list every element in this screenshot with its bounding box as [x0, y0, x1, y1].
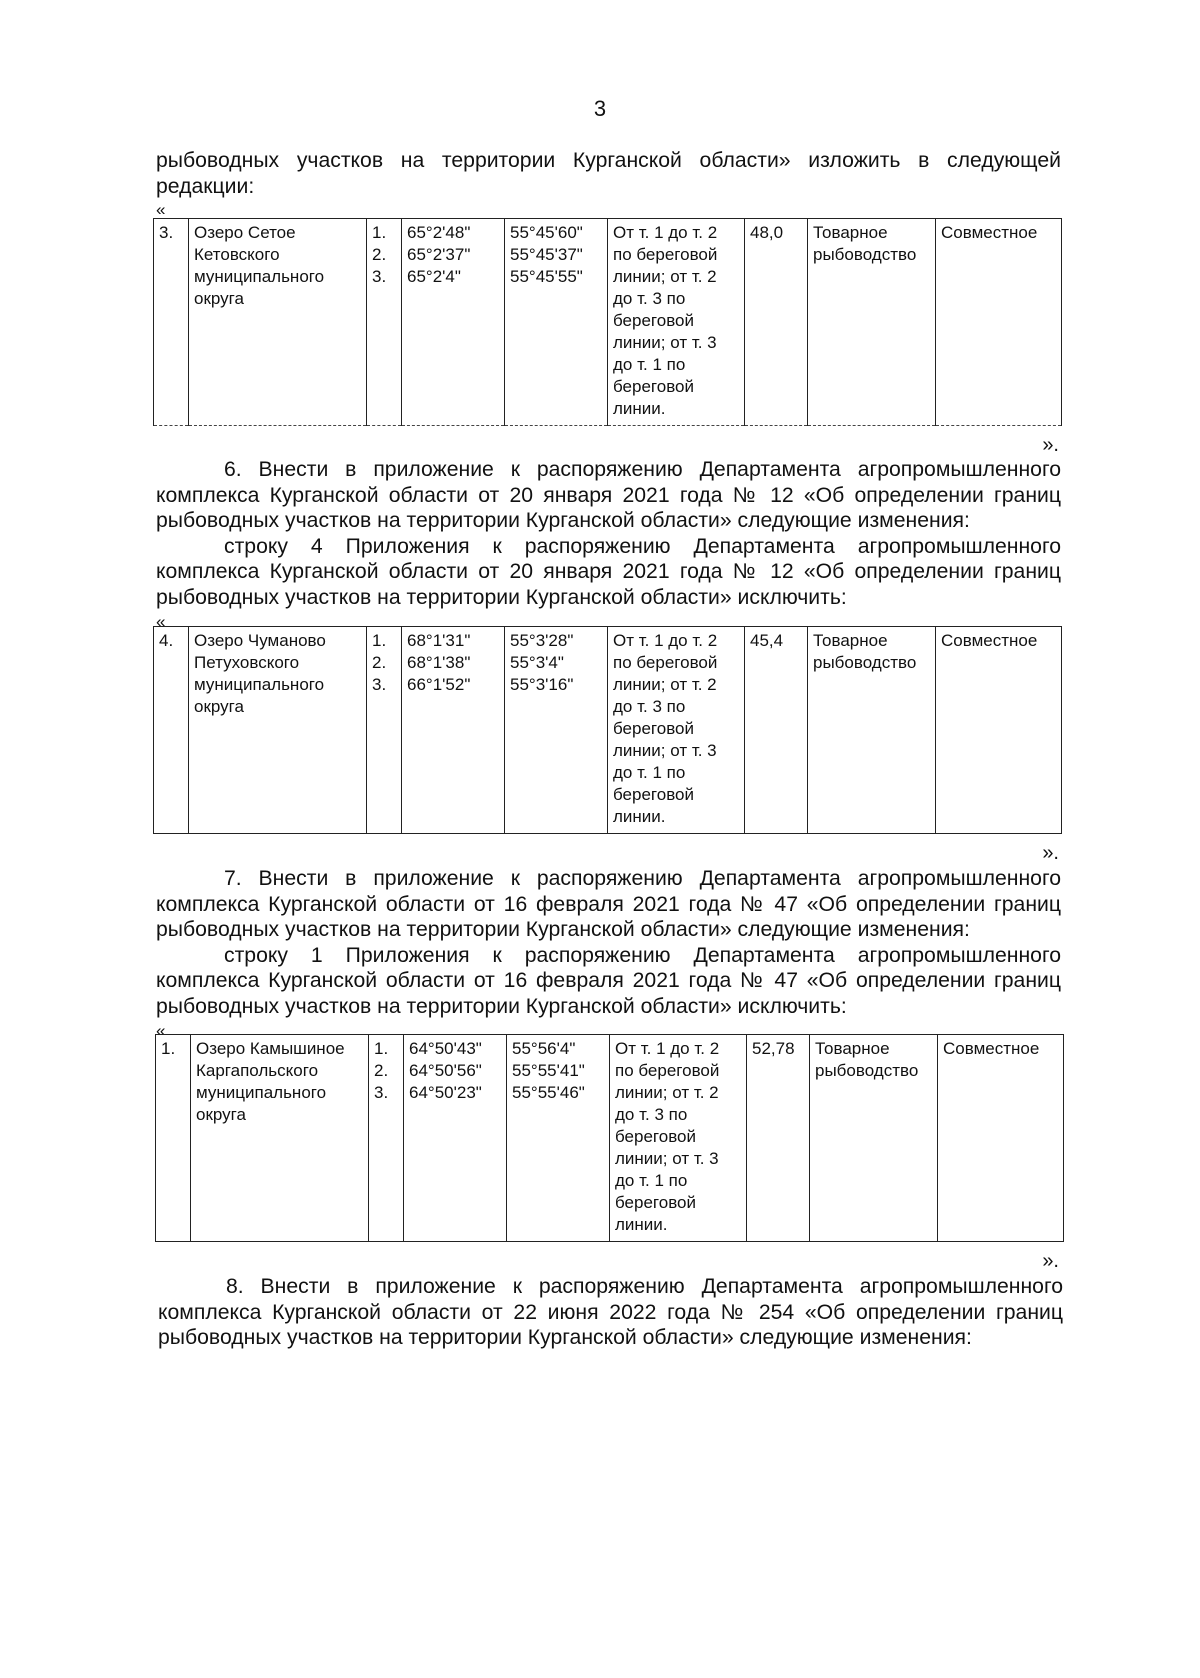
point-numbers — [367, 219, 402, 426]
boundary-description: От т. 1 до т. 2 по береговой линии; от т. 2 до т. 3 по береговой линии; от т. 3 до т. 1 по береговой линии. — [608, 219, 745, 426]
section-6-line: рыбоводных участков на территории Курганской области» следующие изменения: — [156, 509, 970, 533]
boundary-description: От т. 1 до т. 2 по береговой линии; от т. 2 до т. 3 по береговой линии; от т. 3 до т. 1 по береговой линии. — [608, 627, 745, 834]
point-number: 3. — [372, 267, 387, 286]
point-numbers — [369, 1035, 404, 1242]
section-8-line: рыбоводных участков на территории Курганской области» следующие изменения: — [158, 1326, 972, 1350]
usage-value: Совместное — [936, 219, 1062, 426]
longitude-value: 65°2'4" — [407, 267, 461, 286]
point-number: 3. — [372, 675, 387, 694]
latitude-value: 55°3'4" — [510, 653, 564, 672]
latitude-value: 55°45'37" — [510, 245, 583, 264]
longitude-value: 68°1'31" — [407, 631, 471, 650]
quote-close-3-wrap — [156, 1244, 1061, 1272]
purpose-value: Товарное рыбоводство — [810, 1035, 938, 1242]
area-value: 52,78 — [747, 1035, 810, 1242]
page-number: 3 — [593, 96, 607, 121]
latitude-value: 55°55'41" — [512, 1061, 585, 1080]
quote-close-2-wrap — [156, 836, 1061, 864]
latitude-value: 55°3'28" — [510, 631, 574, 650]
latitude-value: 55°45'55" — [510, 267, 583, 286]
section-8-line: 8. Внести в приложение к распоряжению Департамента агропромышленного — [226, 1275, 1063, 1298]
section-7-line: рыбоводных участков на территории Курганской области» следующие изменения: — [156, 918, 970, 942]
row-number: 4. — [154, 627, 189, 834]
longitude-value: 65°2'48" — [407, 223, 471, 242]
table-row-3-wrap — [155, 1034, 1064, 1242]
longitude-cell — [402, 219, 505, 426]
latitude-cell — [505, 627, 608, 834]
water-body-name: Озеро Чуманово Петуховского муниципального округа — [189, 627, 367, 834]
section-6-line: комплекса Курганской области от 20 января 2021 года № 12 «Об определении границ — [156, 560, 1061, 584]
table-row — [155, 1034, 1064, 1242]
intro-block — [156, 148, 1061, 219]
quote-open: « — [156, 611, 166, 631]
section-7 — [156, 866, 1061, 1040]
longitude-value: 64°50'56" — [409, 1061, 482, 1080]
quote-close: ». — [1042, 842, 1059, 864]
section-8-line: комплекса Курганской области от 22 июня 2022 года № 254 «Об определении границ — [158, 1300, 1063, 1324]
longitude-value: 65°2'37" — [407, 245, 471, 264]
table-row-1-wrap — [153, 218, 1062, 426]
quote-open: « — [156, 200, 166, 220]
usage-value: Совместное — [936, 627, 1062, 834]
longitude-value: 64°50'23" — [409, 1083, 482, 1102]
longitude-cell — [404, 1035, 507, 1242]
section-7-line: комплекса Курганской области от 16 февраля 2021 года № 47 «Об определении границ — [156, 892, 1061, 916]
quote-open: « — [156, 1020, 166, 1040]
longitude-value: 64°50'43" — [409, 1039, 482, 1058]
section-6-line: строку 4 Приложения к распоряжению Департамента агропромышленного — [224, 534, 1061, 558]
purpose-value: Товарное рыбоводство — [808, 627, 936, 834]
point-numbers — [367, 627, 402, 834]
boundary-description: От т. 1 до т. 2 по береговой линии; от т. 2 до т. 3 по береговой линии; от т. 3 до т. 1 по береговой линии. — [610, 1035, 747, 1242]
area-value: 45,4 — [745, 627, 808, 834]
section-7-line: комплекса Курганской области от 16 февраля 2021 года № 47 «Об определении границ — [156, 969, 1061, 993]
section-6-line: 6. Внести в приложение к распоряжению Департамента агропромышленного — [224, 458, 1061, 481]
point-number: 2. — [374, 1061, 389, 1080]
latitude-cell — [505, 219, 608, 426]
quote-close: ». — [1042, 434, 1059, 456]
usage-value: Совместное — [938, 1035, 1064, 1242]
section-6-line: рыбоводных участков на территории Курганской области» исключить: — [156, 585, 847, 609]
latitude-value: 55°3'16" — [510, 675, 574, 694]
section-6 — [156, 457, 1061, 631]
quote-close-1-wrap — [156, 428, 1061, 456]
longitude-value: 68°1'38" — [407, 653, 471, 672]
latitude-value: 55°45'60" — [510, 223, 583, 242]
table-row-2-wrap — [153, 626, 1062, 834]
section-8 — [158, 1274, 1063, 1351]
point-number: 1. — [372, 223, 387, 242]
water-body-name: Озеро Сетое Кетовского муниципального округа — [189, 219, 367, 426]
intro-line-1: рыбоводных участков на территории Курганской области» изложить в следующей — [156, 149, 1061, 172]
table-row — [153, 626, 1062, 834]
section-7-line: строку 1 Приложения к распоряжению Департамента агропромышленного — [224, 943, 1061, 967]
water-body-name: Озеро Камышиное Каргапольского муниципального округа — [191, 1035, 369, 1242]
purpose-value: Товарное рыбоводство — [808, 219, 936, 426]
latitude-cell — [507, 1035, 610, 1242]
longitude-value: 66°1'52" — [407, 675, 471, 694]
intro-line-2: редакции: — [156, 174, 255, 198]
latitude-value: 55°55'46" — [512, 1083, 585, 1102]
point-number: 1. — [372, 631, 387, 650]
table-row — [153, 218, 1062, 426]
point-number: 3. — [374, 1083, 389, 1102]
point-number: 2. — [372, 245, 387, 264]
quote-close: ». — [1042, 1250, 1059, 1272]
section-7-line: 7. Внести в приложение к распоряжению Департамента агропромышленного — [224, 867, 1061, 890]
row-number: 1. — [156, 1035, 191, 1242]
section-7-line: рыбоводных участков на территории Курганской области» исключить: — [156, 994, 847, 1018]
area-value: 48,0 — [745, 219, 808, 426]
point-number: 1. — [374, 1039, 389, 1058]
point-number: 2. — [372, 653, 387, 672]
row-number: 3. — [154, 219, 189, 426]
section-6-line: комплекса Курганской области от 20 января 2021 года № 12 «Об определении границ — [156, 483, 1061, 507]
longitude-cell — [402, 627, 505, 834]
latitude-value: 55°56'4" — [512, 1039, 576, 1058]
